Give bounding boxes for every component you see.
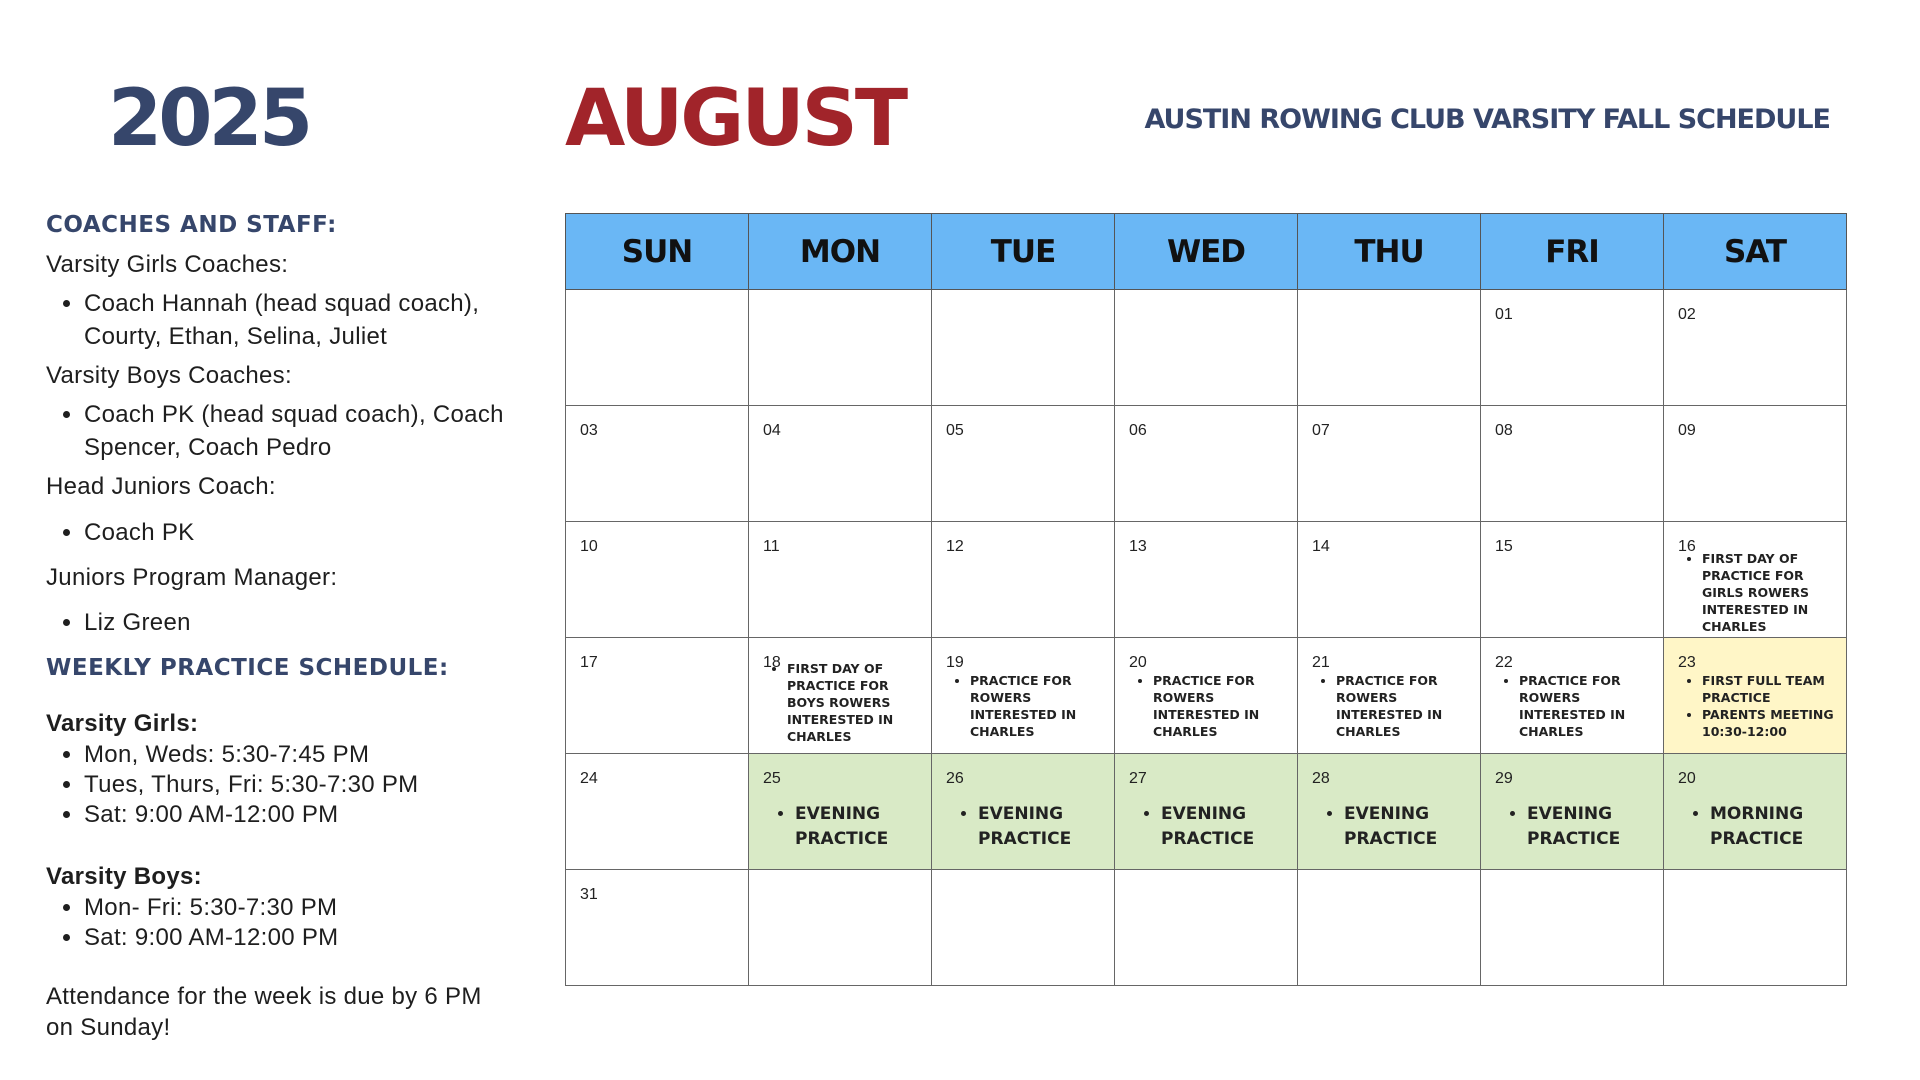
calendar-day-cell[interactable] — [749, 638, 932, 754]
group-label: Varsity Girls Coaches: — [46, 250, 289, 278]
event-item: • PRACTICE FOR ROWERS INTERESTED IN CHARLES — [1519, 672, 1657, 740]
event-list — [1129, 802, 1291, 852]
day-number: 18 — [763, 654, 781, 671]
attendance-note: Attendance for the week is due by 6 PM on Sunday! — [46, 982, 482, 1041]
group-list — [46, 516, 516, 549]
event-item: • FIRST DAY OF PRACTICE FOR BOYS ROWERS INTERESTED IN CHARLES — [787, 660, 925, 745]
calendar-day-cell[interactable] — [1298, 638, 1481, 754]
calendar-day-cell[interactable] — [932, 290, 1115, 406]
group-list — [46, 287, 516, 353]
event-item: • FIRST FULL TEAM PRACTICE — [1702, 672, 1840, 706]
calendar-day-cell[interactable] — [1481, 290, 1664, 406]
schedule-label: Varsity Girls: — [46, 709, 199, 737]
event-item: • FIRST DAY OF PRACTICE FOR GIRLS ROWERS INTERESTED IN CHARLES — [1702, 550, 1840, 635]
day-number: 08 — [1495, 422, 1513, 439]
list-item: • Coach PK — [84, 516, 516, 549]
day-number: 22 — [1495, 654, 1513, 671]
event-list — [1495, 802, 1657, 852]
calendar-day-cell[interactable] — [1298, 290, 1481, 406]
calendar-day-cell[interactable] — [1115, 870, 1298, 986]
calendar-day-cell[interactable] — [1115, 638, 1298, 754]
calendar-day-cell[interactable] — [1664, 406, 1847, 522]
calendar-day-cell[interactable] — [749, 870, 932, 986]
day-number: 03 — [580, 422, 598, 439]
event-item: • EVENING PRACTICE — [1527, 802, 1657, 852]
calendar-day-cell[interactable] — [749, 406, 932, 522]
list-item: • Liz Green — [84, 606, 516, 639]
day-number: 02 — [1678, 306, 1696, 323]
list-item: • Coach Hannah (head squad coach), Courty, Ethan, Selina, Juliet — [84, 287, 516, 353]
day-number: 23 — [1678, 654, 1696, 671]
group-list — [46, 606, 516, 639]
event-item: • EVENING PRACTICE — [795, 802, 925, 852]
event-item: • EVENING PRACTICE — [1344, 802, 1474, 852]
calendar-day-cell[interactable] — [1298, 406, 1481, 522]
calendar-day-cell[interactable] — [1481, 522, 1664, 638]
list-item: • Coach PK (head squad coach), Coach Spencer, Coach Pedro — [84, 398, 516, 464]
group-label: Varsity Boys Coaches: — [46, 362, 292, 390]
weekday-header: MON — [749, 214, 932, 290]
calendar-day-cell[interactable] — [566, 522, 749, 638]
calendar-day-cell[interactable] — [1115, 522, 1298, 638]
event-list — [1678, 672, 1840, 740]
day-number: 01 — [1495, 306, 1513, 323]
group-list — [46, 398, 516, 464]
weekday-header: TUE — [932, 214, 1115, 290]
schedule-heading: WEEKLY PRACTICE SCHEDULE: — [46, 654, 449, 681]
calendar-day-cell[interactable] — [1298, 522, 1481, 638]
calendar-week-row — [566, 522, 1847, 638]
event-item: • MORNING PRACTICE — [1710, 802, 1840, 852]
day-number: 04 — [763, 422, 781, 439]
calendar-day-cell[interactable] — [1115, 406, 1298, 522]
event-list — [1678, 802, 1840, 852]
day-number: 15 — [1495, 538, 1513, 555]
month-title: AUGUST — [565, 74, 906, 164]
event-list — [1495, 672, 1657, 740]
event-list — [946, 672, 1108, 740]
calendar-day-cell[interactable] — [1664, 522, 1847, 638]
calendar-day-cell[interactable] — [1664, 290, 1847, 406]
day-number: 10 — [580, 538, 598, 555]
coaches-heading: COACHES AND STAFF: — [46, 212, 337, 238]
calendar-day-cell[interactable] — [1481, 638, 1664, 754]
calendar-week-row — [566, 406, 1847, 522]
calendar-week-row — [566, 870, 1847, 986]
calendar-day-cell[interactable] — [749, 290, 932, 406]
calendar-day-cell[interactable] — [749, 522, 932, 638]
event-list — [763, 660, 925, 745]
calendar-day-cell[interactable] — [566, 290, 749, 406]
day-number: 17 — [580, 654, 598, 671]
year-title: 2025 — [108, 74, 310, 164]
day-number: 13 — [1129, 538, 1147, 555]
calendar-week-row — [566, 638, 1847, 754]
day-number: 12 — [946, 538, 964, 555]
calendar-day-cell[interactable] — [749, 754, 932, 870]
calendar-day-cell[interactable] — [566, 638, 749, 754]
calendar-day-cell[interactable] — [1664, 870, 1847, 986]
calendar-week-row — [566, 754, 1847, 870]
calendar-day-cell[interactable] — [1664, 754, 1847, 870]
calendar-day-cell[interactable] — [932, 754, 1115, 870]
calendar-day-cell[interactable] — [932, 638, 1115, 754]
group-label: Juniors Program Manager: — [46, 563, 338, 591]
event-list — [1312, 802, 1474, 852]
list-item: • Mon- Fri: 5:30-7:30 PM — [84, 893, 516, 923]
weekday-header: WED — [1115, 214, 1298, 290]
day-number: 16 — [1678, 538, 1696, 555]
day-number: 28 — [1312, 770, 1330, 787]
calendar-week-row — [566, 290, 1847, 406]
calendar-day-cell[interactable] — [932, 406, 1115, 522]
club-schedule-title: AUSTIN ROWING CLUB VARSITY FALL SCHEDULE — [1144, 104, 1830, 135]
list-item: • Mon, Weds: 5:30-7:45 PM — [84, 740, 516, 770]
calendar-day-cell[interactable] — [1115, 754, 1298, 870]
calendar-day-cell[interactable] — [1664, 638, 1847, 754]
day-number: 27 — [1129, 770, 1147, 787]
calendar-day-cell[interactable] — [1298, 754, 1481, 870]
weekday-header: THU — [1298, 214, 1481, 290]
calendar-day-cell[interactable] — [1115, 290, 1298, 406]
weekday-header-row — [566, 214, 1847, 290]
list-item: • Tues, Thurs, Fri: 5:30-7:30 PM — [84, 770, 516, 800]
calendar-day-cell[interactable] — [1298, 870, 1481, 986]
event-item: • PRACTICE FOR ROWERS INTERESTED IN CHARLES — [970, 672, 1108, 740]
weekday-header: FRI — [1481, 214, 1664, 290]
weekday-header: SAT — [1664, 214, 1847, 290]
event-list — [763, 802, 925, 852]
day-number: 20 — [1129, 654, 1147, 671]
day-number: 25 — [763, 770, 781, 787]
calendar-day-cell[interactable] — [1481, 406, 1664, 522]
day-number: 05 — [946, 422, 964, 439]
day-number: 29 — [1495, 770, 1513, 787]
event-item: • EVENING PRACTICE — [1161, 802, 1291, 852]
schedule-list — [46, 893, 516, 953]
event-list — [1678, 550, 1840, 635]
calendar-day-cell[interactable] — [566, 406, 749, 522]
day-number: 19 — [946, 654, 964, 671]
event-list — [1312, 672, 1474, 740]
day-number: 20 — [1678, 770, 1696, 787]
day-number: 11 — [763, 538, 780, 555]
event-list — [1129, 672, 1291, 740]
schedule-list — [46, 740, 516, 830]
day-number: 21 — [1312, 654, 1330, 671]
group-label: Head Juniors Coach: — [46, 473, 276, 501]
calendar-day-cell[interactable] — [566, 754, 749, 870]
day-number: 24 — [580, 770, 598, 787]
info-sidebar — [46, 210, 516, 1043]
calendar-day-cell[interactable] — [1481, 754, 1664, 870]
weekday-header: SUN — [566, 214, 749, 290]
calendar-day-cell[interactable] — [1481, 870, 1664, 986]
list-item: • Sat: 9:00 AM-12:00 PM — [84, 923, 516, 953]
day-number: 31 — [580, 886, 598, 903]
calendar-day-cell[interactable] — [932, 522, 1115, 638]
list-item: • Sat: 9:00 AM-12:00 PM — [84, 800, 516, 830]
schedule-label: Varsity Boys: — [46, 862, 202, 890]
day-number: 26 — [946, 770, 964, 787]
day-number: 07 — [1312, 422, 1330, 439]
day-number: 14 — [1312, 538, 1330, 555]
day-number: 06 — [1129, 422, 1147, 439]
event-item: • PRACTICE FOR ROWERS INTERESTED IN CHARLES — [1153, 672, 1291, 740]
calendar-grid — [565, 213, 1847, 986]
calendar-day-cell[interactable] — [932, 870, 1115, 986]
day-number: 09 — [1678, 422, 1696, 439]
event-item: • PARENTS MEETING 10:30-12:00 — [1702, 706, 1840, 740]
event-item: • EVENING PRACTICE — [978, 802, 1108, 852]
calendar-day-cell[interactable] — [566, 870, 749, 986]
event-item: • PRACTICE FOR ROWERS INTERESTED IN CHARLES — [1336, 672, 1474, 740]
event-list — [946, 802, 1108, 852]
